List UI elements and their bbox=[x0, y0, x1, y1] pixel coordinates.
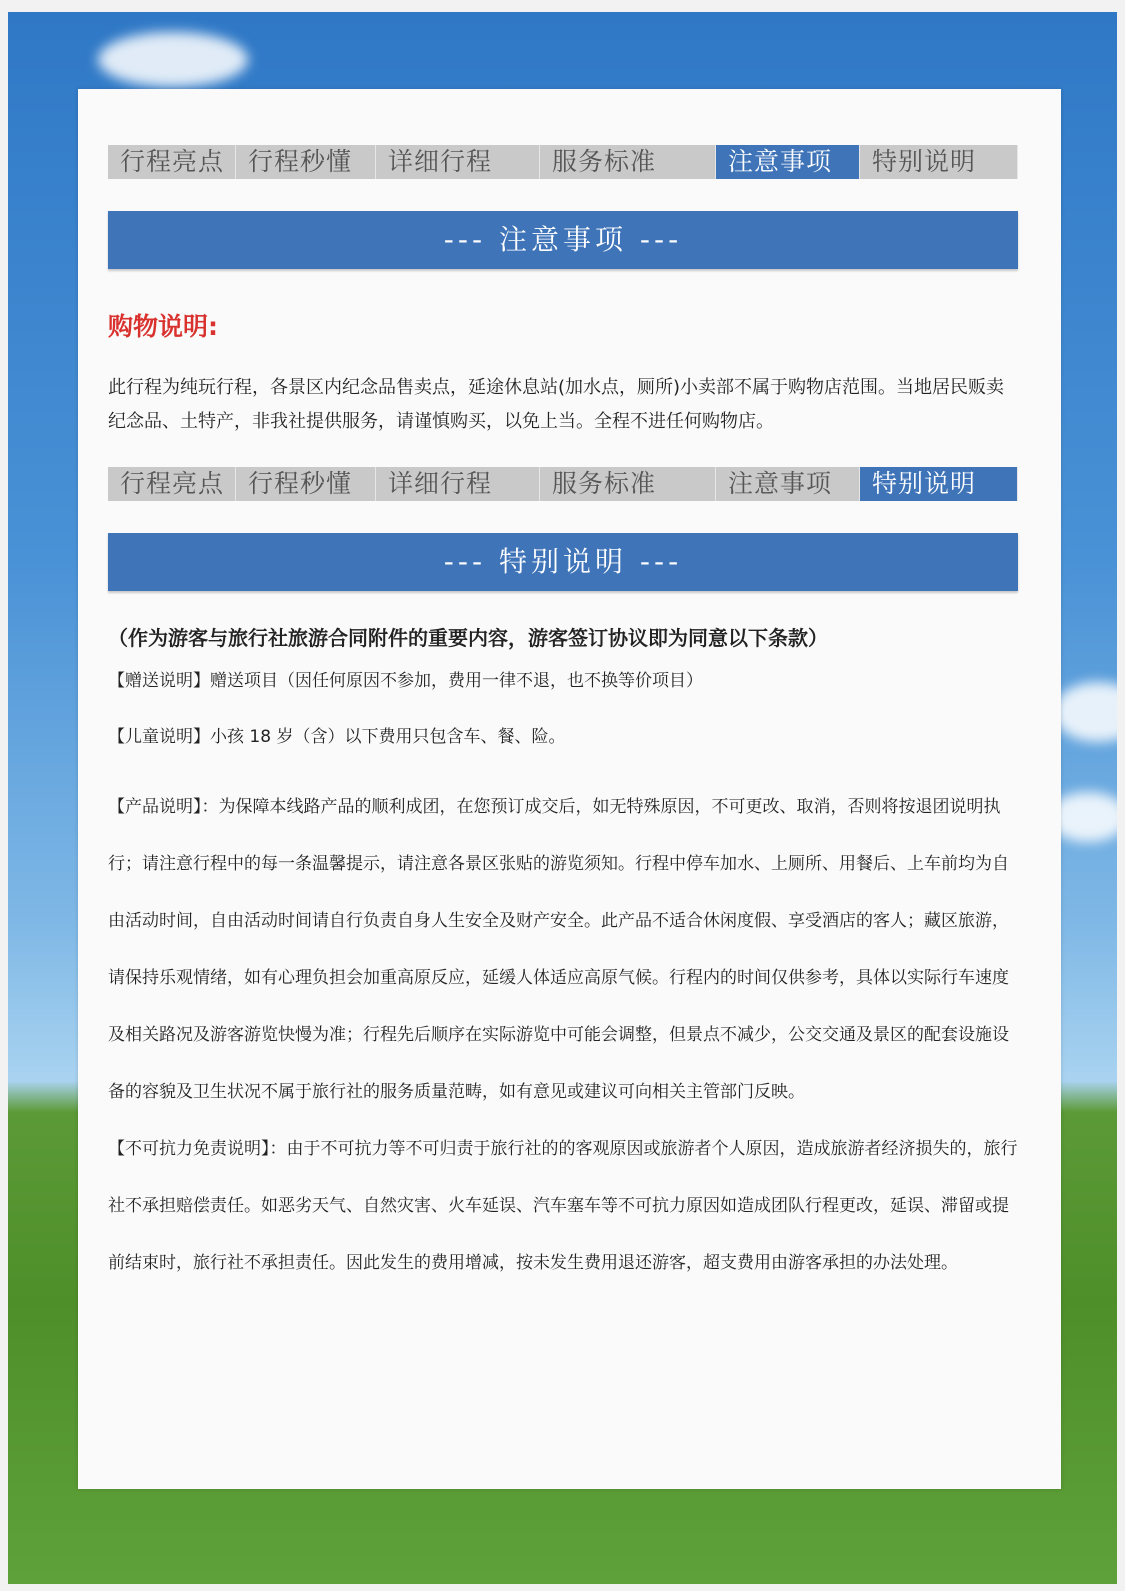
child-note: 【儿童说明】小孩 18 岁（含）以下费用只包含车、餐、险。 bbox=[108, 727, 566, 747]
tab-bar-1 bbox=[108, 145, 1018, 179]
tab-service-standard[interactable]: 服务标准 bbox=[540, 145, 716, 179]
tab-special-notes[interactable]: 特别说明 bbox=[860, 467, 1018, 501]
tab-highlights[interactable]: 行程亮点 bbox=[108, 467, 236, 501]
section-banner-special: --- 特别说明 --- bbox=[108, 533, 1018, 591]
gift-note: 【赠送说明】赠送项目（因任何原因不参加，费用一律不退，也不换等价项目） bbox=[108, 671, 703, 691]
tab-service-standard[interactable]: 服务标准 bbox=[540, 467, 716, 501]
tab-special-notes[interactable]: 特别说明 bbox=[860, 145, 1018, 179]
product-note: 【产品说明】：为保障本线路产品的顺利成团，在您预订成交后，如无特殊原因，不可更改、取消，否则将按退团说明执行；请注意行程中的每一条温馨提示，请注意各景区张贴的游览须知。行程中停车加水、上厕所、用餐后、上车前均为自由活动时间，自由活动时间请自行负责自身人生安全及财产安全。此产品不适合休闲度假、享受酒店的客人；藏区旅游，请保持乐观情绪，如有心理负担会加重高原反应，延缓人体适应高原气候。行程内的时间仅供参考，具体以实际行车速度及相关路况及游客游览快慢为准；行程先后顺序在实际游览中可能会调整，但景点不减少，公交交通及景区的配套设施设备的容貌及卫生状况不属于旅行社的服务质量范畴，如有意见或建议可向相关主管部门反映。 bbox=[108, 797, 1009, 1102]
cloud-top-left bbox=[98, 32, 248, 87]
tab-highlights[interactable]: 行程亮点 bbox=[108, 145, 236, 179]
tab-bar-2 bbox=[108, 467, 1018, 501]
shopping-heading: 购物说明: bbox=[108, 312, 218, 341]
special-intro: （作为游客与旅行社旅游合同附件的重要内容，游客签订协议即为同意以下条款） bbox=[108, 626, 828, 650]
tab-notes[interactable]: 注意事项 bbox=[716, 467, 860, 501]
tab-itinerary[interactable]: 详细行程 bbox=[376, 145, 540, 179]
tab-quick-view[interactable]: 行程秒懂 bbox=[236, 145, 376, 179]
section-banner-notes: --- 注意事项 --- bbox=[108, 211, 1018, 269]
force-majeure-note: 【不可抗力免责说明】：由于不可抗力等不可归责于旅行社的的客观原因或旅游者个人原因，造成旅游者经济损失的，旅行社不承担赔偿责任。如恶劣天气、自然灾害、火车延误、汽车塞车等不可抗力原因如造成团队行程更改，延误、滞留或提前结束时，旅行社不承担责任。因此发生的费用增减，按未发生费用退还游客，超支费用由游客承担的办法处理。 bbox=[108, 1139, 1018, 1273]
special-body bbox=[108, 667, 1018, 1292]
cloud-right bbox=[1053, 682, 1117, 742]
tab-quick-view[interactable]: 行程秒懂 bbox=[236, 467, 376, 501]
shopping-text: 此行程为纯玩行程，各景区内纪念品售卖点，延途休息站(加水点，厕所)小卖部不属于购物店范围。当地居民贩卖纪念品、土特产，非我社提供服务，请谨慎购买，以免上当。全程不进任何购物店。 bbox=[108, 377, 1005, 432]
tab-notes[interactable]: 注意事项 bbox=[716, 145, 860, 179]
tab-itinerary[interactable]: 详细行程 bbox=[376, 467, 540, 501]
document-page bbox=[78, 89, 1061, 1489]
